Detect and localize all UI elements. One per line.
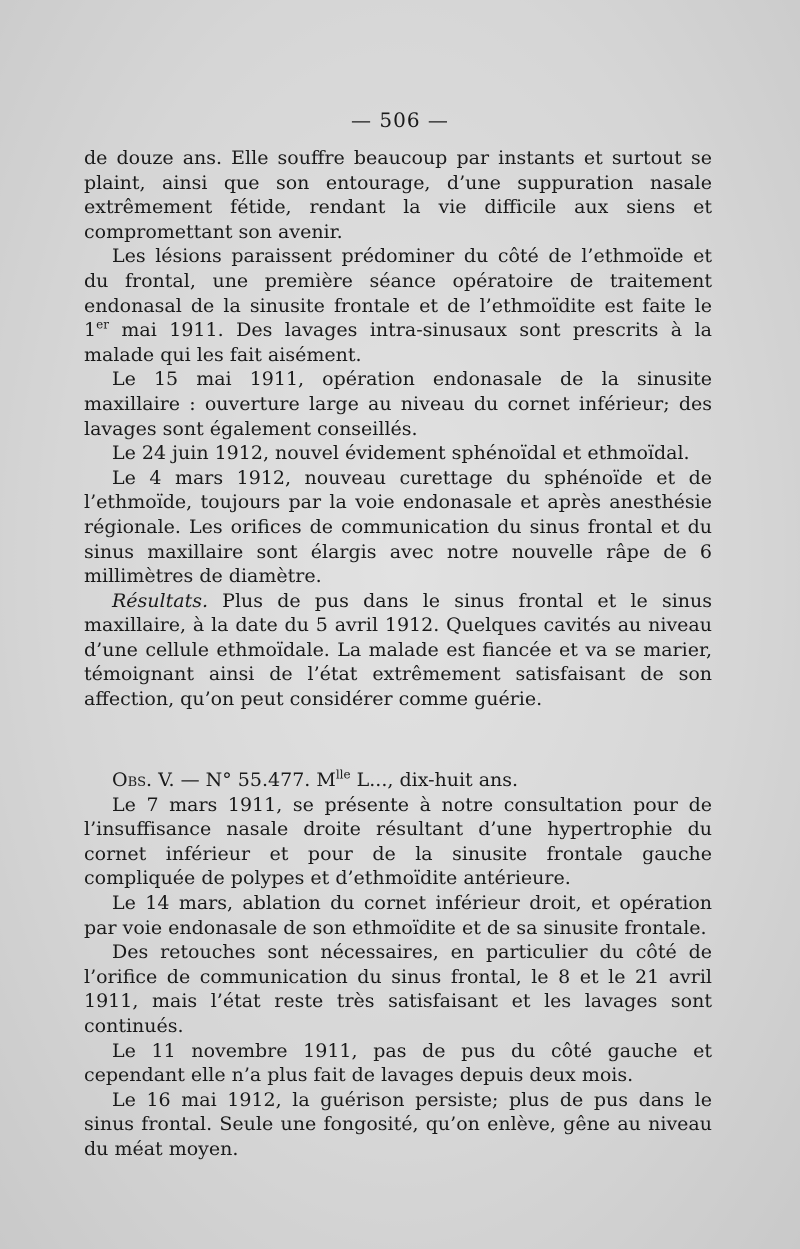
paragraph: Le 14 mars, ablation du cornet inférieur droit, et opération par voie endonasale de son ethmoïdite et de sa sinusite frontale. <box>84 891 712 939</box>
paragraph: Le 11 novembre 1911, pas de pus du côté gauche et cependant elle n’a plus fait de lavages depuis deux mois. <box>84 1039 712 1087</box>
paragraph: de douze ans. Elle souffre beaucoup par instants et surtout se plaint, ainsi que son entourage, d’une suppuration nasale extrêmement fétide, rendant la vie difficile aux siens et compromettant son avenir. <box>84 147 712 243</box>
paragraph-results: Résultats. Plus de pus dans le sinus frontal et le sinus maxillaire, à la date du 5 avril 1912. Quelques cavités au niveau d’une cellule ethmoïdale. La malade est fiancée et va se marier, témoignant ainsi de l’état extrêmement satisfaisant de son affection, qu’on peut considérer comme guérie. <box>84 589 712 711</box>
body-text-lower <box>84 768 712 1162</box>
paragraph: Le 7 mars 1911, se présente à notre consultation pour de l’insuffisance nasale droite résultant d’une hypertrophie du cornet inférieur et pour de la sinusite frontale gauche compliquée de polypes et d’ethmoïdite antérieure. <box>84 793 712 890</box>
body-text-upper <box>84 146 712 712</box>
paragraph: Le 4 mars 1912, nouveau curettage du sphénoïde et de l’ethmoïde, toujours par la voie endonasale et après anesthésie régionale. Les orifices de communication du sinus frontal et du sinus maxillaire sont élargis avec notre nouvelle râpe de 6 millimètres de diamètre. <box>84 466 712 588</box>
page-number: — 506 — <box>351 108 449 132</box>
results-heading: Résultats. <box>112 589 209 612</box>
observation-heading: Obs. V. — N° 55.477. $M^{lle}$ L..., dix-huit ans. <box>112 767 519 791</box>
paragraph: Le 24 juin 1912, nouvel évidement sphénoïdal et ethmoïdal. <box>112 442 690 465</box>
paragraph: Des retouches sont nécessaires, en particulier du côté de l’orifice de communication du sinus frontal, le 8 et le 21 avril 1911, mais l’état reste très satisfaisant et les lavages sont continués. <box>84 941 712 1037</box>
paragraph: Les lésions paraissent prédominer du côté de l’ethmoïde et du frontal, une première séance opératoire de traitement endonasal de la sinusite frontale et de l’ethmoïdite est faite le 1er mai 1911. Des lavages intra-sinusaux sont prescrits à la malade qui les fait aisément. <box>84 245 712 366</box>
paragraph: Le 15 mai 1911, opération endonasale de la sinusite maxillaire : ouverture large au niveau du cornet inférieur; des lavages sont également conseillés. <box>84 368 712 440</box>
paragraph: Le 16 mai 1912, la guérison persiste; plus de pus dans le sinus frontal. Seule une fongosité, qu’on enlève, gêne au niveau du méat moyen. <box>84 1088 712 1160</box>
